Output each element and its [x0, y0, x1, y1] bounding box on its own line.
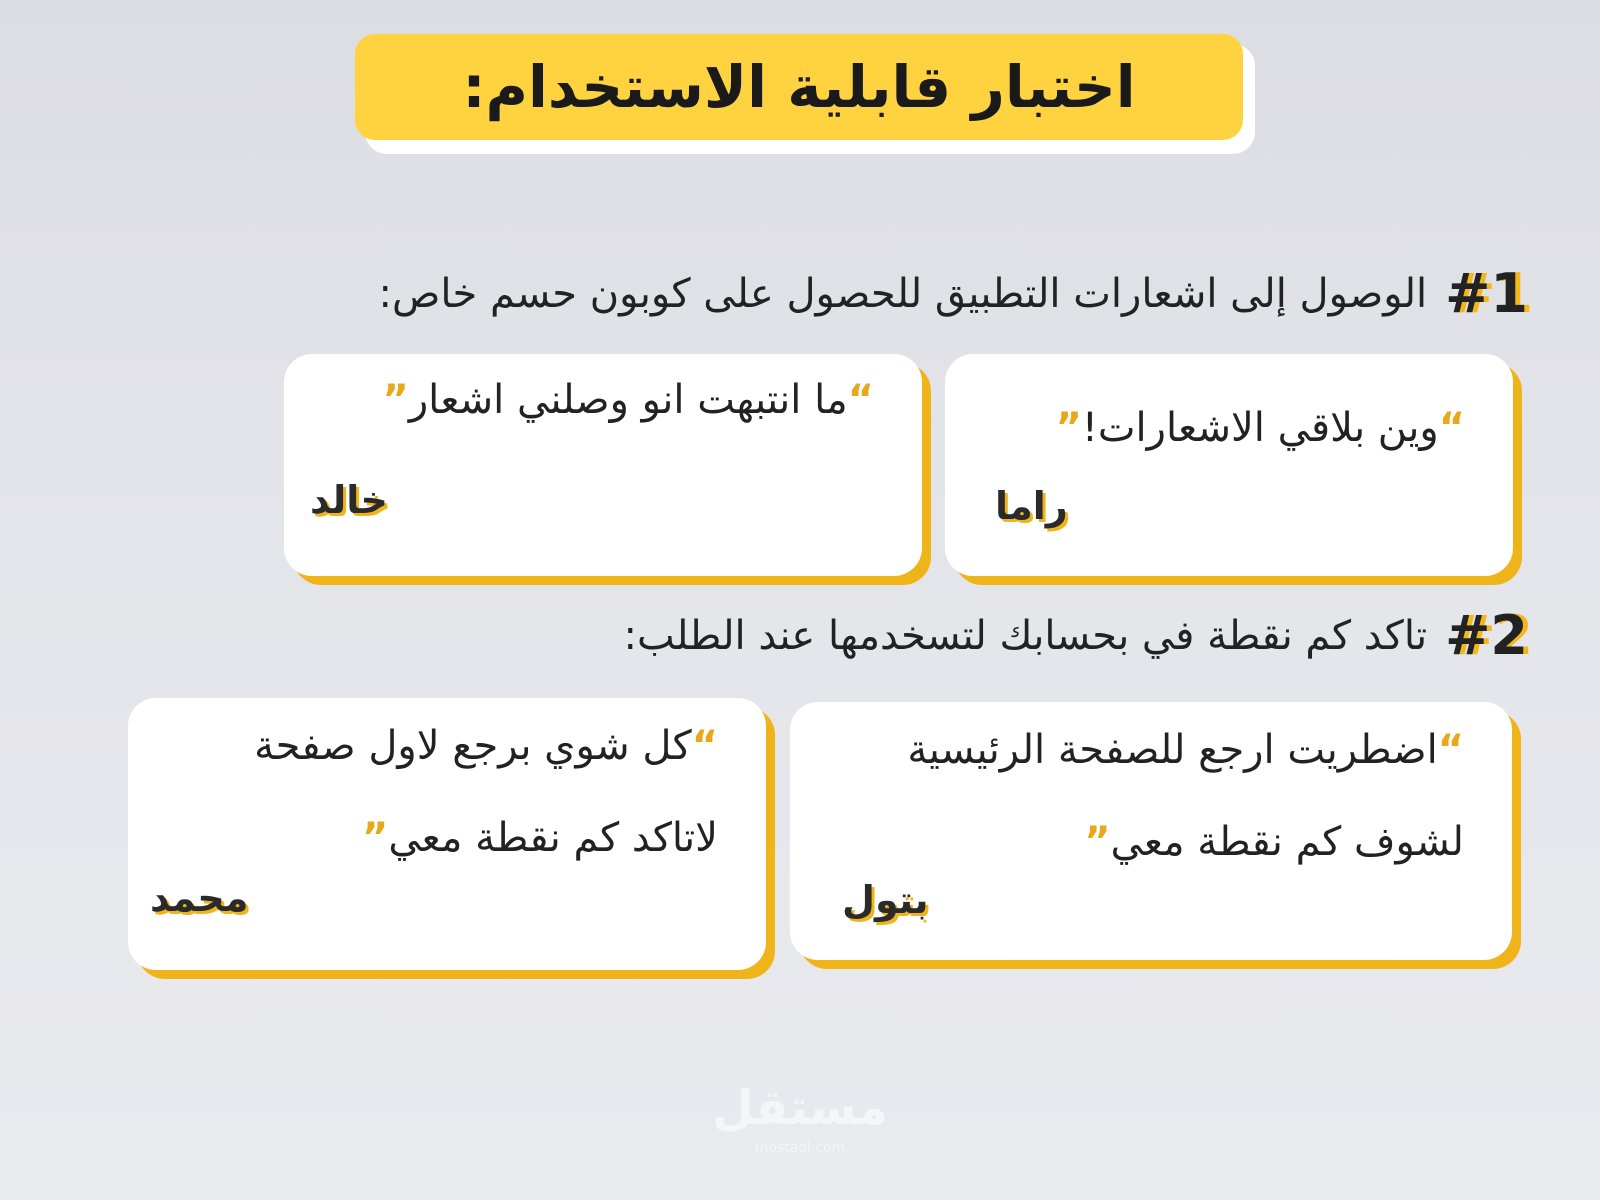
author-name: خالد — [310, 478, 388, 522]
quote-line-1: وين بلاقي الاشعارات! — [1081, 405, 1439, 451]
quote-card-batoul — [790, 702, 1512, 960]
quote-text — [254, 700, 718, 884]
quote-card-khaled — [284, 354, 922, 576]
open-quote-mark: “ — [1438, 405, 1465, 451]
quote-line-2-row — [907, 796, 1464, 888]
open-quote-mark: “ — [1437, 727, 1464, 773]
page-title: اختبار قابلية الاستخدام: — [462, 53, 1136, 121]
quote-line-2-row — [254, 792, 718, 884]
close-quote-mark: ” — [1055, 405, 1082, 451]
title-banner — [355, 34, 1243, 140]
section-2-heading — [624, 604, 1528, 667]
author-name: راما — [995, 484, 1068, 528]
quote-card-rama — [945, 354, 1513, 576]
author-name: بتول — [842, 878, 929, 922]
quote-line-1: اضطريت ارجع للصفحة الرئيسية — [907, 727, 1438, 773]
section-1-text: الوصول إلى اشعارات التطبيق للحصول على كوبون حسم خاص: — [378, 270, 1428, 317]
quote-text — [383, 354, 874, 446]
quote-line-1: كل شوي برجع لاول صفحة — [254, 723, 692, 769]
quote-line-2: لاتاكد كم نقطة معي — [388, 815, 718, 861]
quote-line-1-row — [907, 704, 1464, 796]
quote-line-2: لشوف كم نقطة معي — [1110, 819, 1464, 865]
close-quote-mark: ” — [382, 377, 409, 423]
open-quote-mark: “ — [847, 377, 874, 423]
quote-card-mohammad — [128, 698, 766, 970]
close-quote-mark: ” — [362, 815, 389, 861]
quote-text — [907, 704, 1464, 888]
section-2-number: #2 — [1445, 604, 1528, 667]
quote-line-1-row — [254, 700, 718, 792]
close-quote-mark: ” — [1084, 819, 1111, 865]
section-1-number: #1 — [1445, 262, 1528, 325]
quote-line-1: ما انتبهت انو وصلني اشعار — [408, 377, 848, 423]
open-quote-mark: “ — [691, 723, 718, 769]
watermark-logo: مستقل — [712, 1080, 888, 1136]
section-2-text: تاكد كم نقطة في بحسابك لتسخدمها عند الطلب: — [623, 612, 1428, 659]
author-name: محمد — [150, 876, 249, 920]
watermark-subtext: mostaql.com — [754, 1140, 846, 1156]
section-1-heading — [379, 262, 1529, 325]
quote-text — [1056, 382, 1465, 474]
